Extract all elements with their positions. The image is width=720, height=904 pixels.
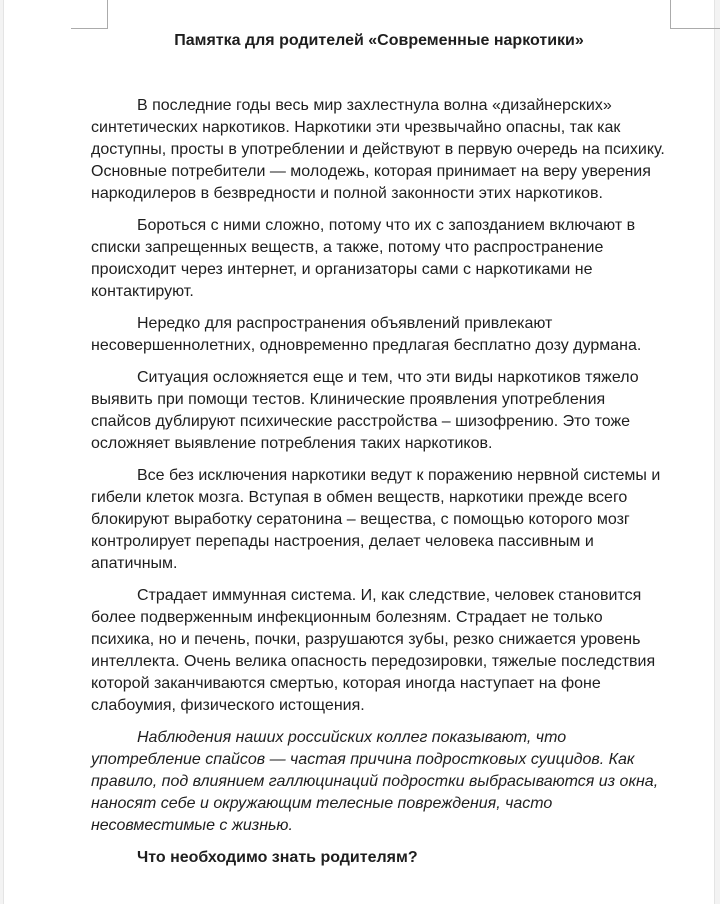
paragraph-7-italic-note: Наблюдения наших российских коллег показывают, что употребление спайсов — частая причина подростковых суицидов. Как правило, под влиянием галлюцинаций подростки выбрасываются из окна, наносят себе и окружающим телесные повреждения, часто несовместимые с жизнью. [91, 729, 659, 834]
section-heading-question: Что необходимо знать родителям? [137, 849, 418, 866]
paragraph-3: Нередко для распространения объявлений привлекают несовершеннолетних, одновременно предлагая бесплатно дозу дурмана. [91, 315, 642, 354]
margin-corner-mark-top-left [71, 0, 108, 29]
document-page [3, 0, 715, 904]
margin-corner-mark-top-right [670, 0, 720, 29]
paragraph-4: Ситуация осложняется еще и тем, что эти виды наркотиков тяжело выявить при помощи тестов. Клинические проявления употребления спайсов дублируют психические расстройства – шизофрению. Это тоже осложняет выявление потребления таких наркотиков. [91, 369, 639, 452]
document-title: Памятка для родителей «Современные наркотики» [174, 32, 584, 49]
document-body[interactable] [91, 30, 667, 869]
paragraph-2: Бороться с ними сложно, потому что их с запозданием включают в списки запрещенных веществ, а также, потому что распространение происходит через интернет, и организаторы сами с наркотиками не контактируют. [91, 217, 636, 300]
paragraph-6: Страдает иммунная система. И, как следствие, человек становится более подверженным инфекционным болезням. Страдает не только психика, но и печень, почки, разрушаются зубы, резко снижается уровень интеллекта. Очень велика опасность передозировки, тяжелые последствия которой заканчиваются смертью, которая иногда наступает на фоне слабоумия, физического истощения. [91, 587, 656, 714]
paragraph-1: В последние годы весь мир захлестнула волна «дизайнерских» синтетических наркотиков. Наркотики эти чрезвычайно опасны, так как доступны, просты в употреблении и действуют в первую очередь на психику. Основные потребители — молодежь, которая принимает на веру уверения наркодилеров в безвредности и полной законности этих наркотиков. [91, 97, 665, 202]
paragraph-5: Все без исключения наркотики ведут к поражению нервной системы и гибели клеток мозга. Вступая в обмен веществ, наркотики прежде всего блокируют выработку сератонина – вещества, с помощью которого мозг контролирует перепады настроения, делает человека пассивным и апатичным. [91, 467, 661, 572]
